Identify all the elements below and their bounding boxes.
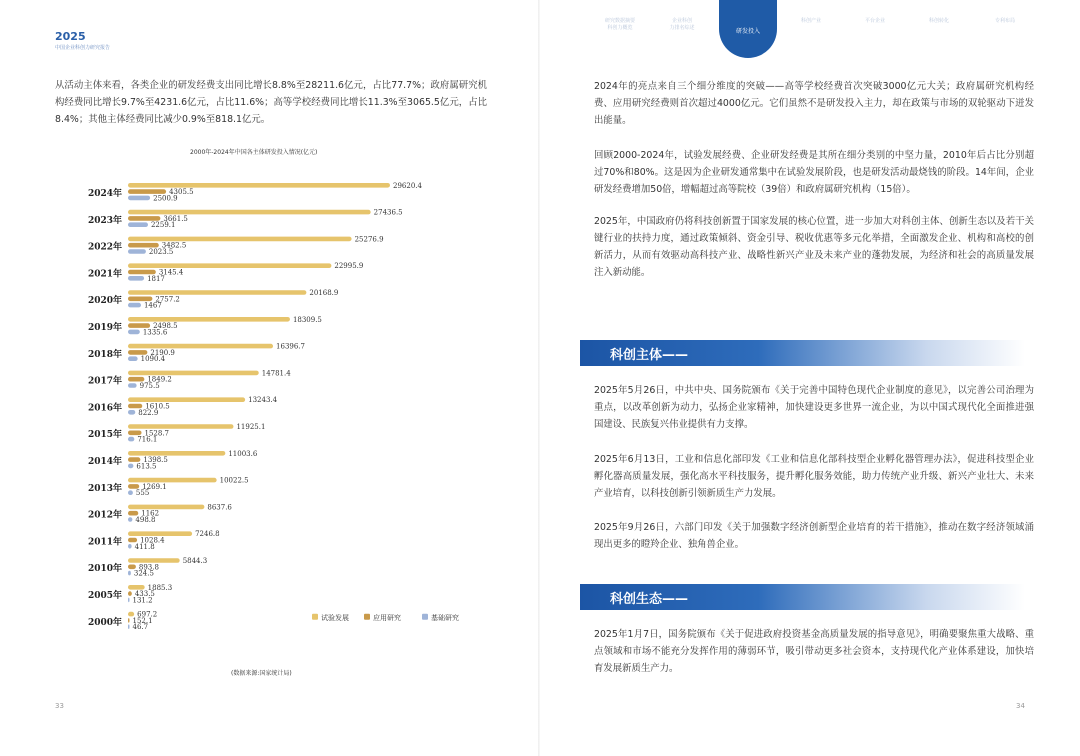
page-number-right: 34 — [1016, 702, 1025, 710]
bar-experimental — [128, 478, 217, 483]
value-label: 131.2 — [132, 596, 153, 605]
value-label: 1162 — [141, 509, 160, 518]
bar-experimental — [128, 263, 331, 268]
value-label: 14781.4 — [261, 369, 291, 378]
bar-applied — [128, 431, 142, 436]
value-label: 11925.1 — [236, 423, 266, 431]
nav-tab-active[interactable] — [719, 0, 777, 58]
bar-basic — [128, 222, 148, 227]
category-label: 2023年 — [87, 215, 122, 226]
bar-basic — [128, 196, 150, 201]
bar-experimental — [128, 505, 204, 510]
value-label: 25276.9 — [354, 235, 384, 244]
bar-experimental — [128, 210, 371, 215]
bar-basic — [128, 490, 133, 495]
bar-experimental — [128, 397, 245, 402]
nav-item-prev-1[interactable]: 研究数据摘要 科创力概览 — [604, 18, 635, 31]
value-label: 1090.4 — [140, 355, 166, 364]
bar-experimental — [128, 290, 306, 295]
value-label: 3482.5 — [161, 241, 187, 250]
intro-paragraph: 从活动主体来看，各类企业的研发经费支出同比增长8.8%至28211.6亿元，占比77.7%；政府属研究机构经费同比增长9.7%至4231.6亿元，占比11.6%；高等学校经费同比增长11.3%至3065.5亿元，占比8.4%；其他主体经费同比减少0.9%至818.1亿元。 — [55, 80, 487, 125]
bar-experimental — [128, 531, 192, 536]
header-year: 2025 — [55, 30, 86, 43]
category-label: 2012年 — [87, 510, 122, 521]
value-label: 7246.8 — [195, 530, 220, 539]
value-label: 1817 — [147, 274, 165, 283]
legend-label: 试验发展 — [321, 613, 349, 622]
bar-applied — [128, 297, 152, 302]
value-label: 1398.5 — [143, 456, 168, 465]
section-band-1 — [580, 340, 1025, 366]
value-label: 2500.9 — [153, 194, 178, 203]
bar-applied — [128, 457, 140, 462]
category-label: 2013年 — [87, 483, 122, 494]
bar-experimental — [128, 317, 290, 322]
nav-item-3[interactable]: 科创转化 — [928, 18, 949, 24]
value-label: 11003.6 — [228, 449, 258, 458]
bar-applied — [128, 565, 136, 570]
value-label: 822.9 — [138, 408, 159, 417]
right-paragraph-3: 2025年，中国政府仍将科技创新置于国家发展的核心位置，进一步加大对科创主体、创新生态以及若干关键行业的扶持力度，通过政策倾斜、资金引导、税收优惠等多元化举措，全面激发企业、机构和高校的创新活力，从而有效驱动高科技产业、战略性新兴产业及未来产业的蓬勃发展，为经济和社会的高质量发展注入新动能。 — [594, 216, 1034, 278]
legend-label: 基础研究 — [431, 613, 459, 622]
bar-basic — [128, 303, 141, 308]
value-label: 152.1 — [132, 616, 153, 625]
bar-applied — [128, 377, 144, 382]
value-label: 4305.5 — [169, 188, 194, 197]
category-label: 2015年 — [87, 430, 122, 441]
bar-basic — [128, 249, 146, 254]
category-label: 2000年 — [87, 617, 122, 628]
bar-basic — [128, 571, 131, 576]
value-label: 1467 — [143, 301, 162, 310]
category-label: 2019年 — [87, 323, 122, 333]
bar-applied — [128, 404, 142, 409]
bar-basic — [128, 437, 134, 442]
section1-paragraph-1: 2025年5月26日，中共中央、国务院颁布《关于完善中国特色现代企业制度的意见》，以完善公司治理为重点，以改革创新为动力，弘扬企业家精神，加快建设更多世界一流企业，为以中国式现代化全面推进强国建设、民族复兴伟业提供有力支撑。 — [594, 385, 1034, 430]
value-label: 22995.9 — [334, 262, 364, 271]
bar-basic — [128, 464, 133, 469]
category-label: 2005年 — [87, 591, 122, 601]
bar-applied — [128, 216, 160, 221]
bar-applied — [128, 189, 166, 194]
legend-label: 应用研究 — [373, 613, 401, 622]
bar-experimental — [128, 371, 259, 376]
category-label: 2011年 — [87, 537, 122, 548]
category-label: 2020年 — [87, 296, 122, 307]
category-label: 2024年 — [87, 189, 122, 199]
value-label: 324.5 — [133, 569, 154, 578]
bar-applied — [128, 484, 139, 489]
value-label: 498.8 — [135, 516, 156, 524]
value-label: 2757.2 — [155, 295, 180, 304]
bar-applied — [128, 538, 137, 543]
section-title-2: 科创生态—— — [610, 592, 689, 607]
bar-applied — [128, 243, 159, 248]
chapter-nav — [585, 0, 1040, 60]
bar-basic — [128, 410, 135, 415]
header-subtitle: 中国企业科创力研究报告 — [55, 45, 111, 51]
value-label: 8637.6 — [207, 503, 232, 512]
bar-basic — [128, 544, 132, 549]
value-label: 433.5 — [134, 590, 155, 599]
category-label: 2014年 — [87, 457, 122, 467]
nav-item-2[interactable]: 平台企业 — [864, 18, 885, 24]
value-label: 5844.3 — [182, 557, 208, 565]
value-label: 16396.7 — [276, 342, 305, 351]
right-paragraph-2: 回顾2000-2024年，试验发展经费、企业研发经费是其所在细分类别的中坚力量，2010年后占比分别超过70%和80%。这是因为企业研发通常集中在试验发展阶段，也是研发活动最烧钱的阶段。14年间，企业研发经费增加50倍，增幅超过高等院校（39倍）和政府属研究机构（15倍）。 — [594, 150, 1034, 195]
value-label: 555 — [135, 489, 150, 498]
value-label: 1335.6 — [142, 328, 168, 337]
nav-tab-active-label: 研发投入 — [735, 28, 760, 35]
value-label: 27436.5 — [373, 208, 403, 217]
page-number-left: 33 — [55, 702, 64, 710]
bar-basic — [128, 624, 130, 629]
value-label: 1885.3 — [147, 583, 173, 592]
bar-experimental — [128, 344, 273, 349]
bar-experimental — [128, 183, 390, 188]
data-source: (数据来源:国家统计局) — [231, 670, 292, 677]
value-label: 1849.2 — [147, 375, 172, 384]
legend-swatch — [364, 614, 370, 620]
section-band-2 — [580, 584, 1025, 610]
value-label: 2023.5 — [148, 248, 174, 256]
value-label: 29620.4 — [393, 181, 422, 190]
value-label: 10022.5 — [219, 476, 249, 485]
value-label: 1528.7 — [144, 429, 170, 438]
section1-paragraph-3: 2025年9月26日，六部门印发《关于加强数字经济创新型企业培育的若干措施》，推动在数字经济领域涌现出更多的瞪羚企业、独角兽企业。 — [594, 522, 1034, 550]
value-label: 1610.5 — [145, 402, 170, 411]
bar-applied — [128, 511, 138, 516]
value-label: 697.2 — [137, 610, 158, 619]
value-label: 46.7 — [132, 623, 149, 632]
value-label: 2498.5 — [153, 322, 178, 331]
bar-basic — [128, 356, 138, 361]
bar-experimental — [128, 424, 233, 429]
value-label: 975.5 — [139, 382, 160, 390]
value-label: 411.8 — [134, 542, 155, 551]
value-label: 613.5 — [136, 462, 157, 471]
value-label: 716.1 — [137, 435, 158, 444]
right-paragraph-1: 2024年的亮点来自三个细分维度的突破——高等学校经费首次突破3000亿元大关；政府属研究机构经费、应用研究经费则首次超过4000亿元。它们虽然不是研发投入主力，却在政策与市场的双轮驱动下迸发出能量。 — [594, 81, 1034, 126]
value-label: 18309.5 — [292, 315, 322, 324]
bar-basic — [128, 598, 130, 603]
chart-title: 2000年-2024年中国各主体研发投入情况(亿元) — [190, 149, 318, 156]
value-label: 13243.4 — [248, 396, 278, 405]
category-label: 2021年 — [87, 269, 122, 280]
bar-basic — [128, 383, 137, 388]
value-label: 3145.4 — [158, 268, 184, 277]
nav-item-4[interactable]: 专利布局 — [994, 18, 1015, 24]
rd-investment-chart — [60, 175, 540, 655]
section1-paragraph-2: 2025年6月13日，工业和信息化部印发《工业和信息化部科技型企业孵化器管理办法》，促进科技型企业孵化器高质量发展，强化高水平科技服务，提升孵化服务效能，助力传统产业升级、新兴产业壮大、未来产业培育，以科技创新引领新质生产力发展。 — [594, 454, 1034, 499]
section2-paragraph-1: 2025年1月7日，国务院颁布《关于促进政府投资基金高质量发展的指导意见》，明确要聚焦重大战略、重点领域和市场不能充分发挥作用的薄弱环节，吸引带动更多社会资本，支持现代化产业体系建设，加快培育发展新质生产力。 — [594, 629, 1034, 674]
bar-experimental — [128, 451, 225, 456]
category-label: 2016年 — [87, 403, 122, 414]
bar-applied — [128, 591, 132, 596]
value-label: 1269.1 — [142, 482, 167, 491]
value-label: 893.8 — [138, 563, 159, 572]
bar-experimental — [128, 585, 145, 590]
bar-experimental — [128, 612, 134, 617]
value-label: 2259.1 — [150, 221, 176, 230]
bar-applied — [128, 618, 130, 623]
bar-applied — [128, 323, 150, 328]
bar-basic — [128, 330, 140, 335]
category-label: 2022年 — [87, 242, 122, 253]
bar-experimental — [128, 237, 352, 242]
category-label: 2018年 — [87, 349, 122, 360]
nav-item-1[interactable]: 科创产业 — [800, 18, 821, 24]
value-label: 20168.9 — [309, 289, 339, 297]
value-label: 2190.9 — [150, 348, 175, 357]
category-label: 2010年 — [87, 564, 122, 575]
legend-swatch — [422, 614, 428, 620]
bar-basic — [128, 276, 144, 281]
bar-applied — [128, 350, 147, 355]
value-label: 1028.4 — [140, 536, 165, 545]
value-label: 3661.5 — [163, 214, 188, 223]
legend-swatch — [312, 614, 318, 620]
bar-experimental — [128, 558, 180, 563]
bar-applied — [128, 270, 156, 275]
section-title-1: 科创主体—— — [610, 348, 689, 363]
bar-basic — [128, 517, 132, 522]
category-label: 2017年 — [87, 376, 122, 387]
nav-item-prev-2[interactable]: 企业科创 力排名综述 — [669, 18, 695, 31]
